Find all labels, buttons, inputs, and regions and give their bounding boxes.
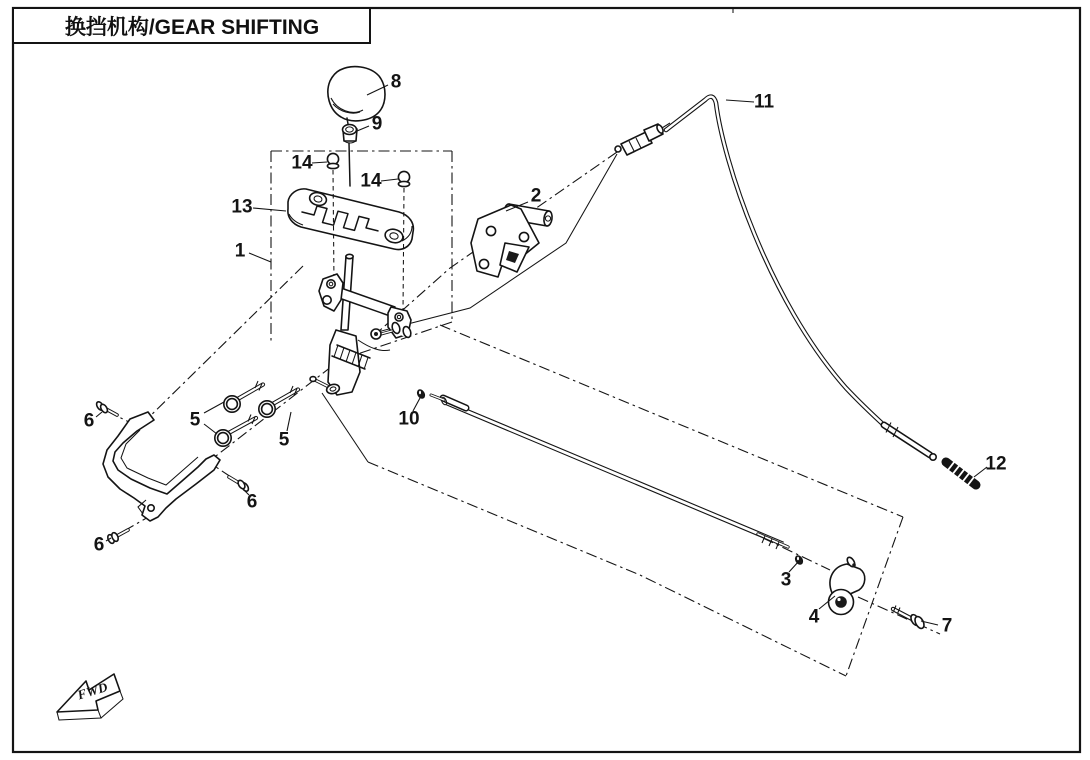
callout-leader-5 bbox=[204, 402, 224, 413]
small-flange-bolt bbox=[95, 401, 117, 415]
cable-sheath-end bbox=[884, 423, 936, 461]
page-frame bbox=[13, 8, 1080, 752]
shift-lever-base bbox=[310, 274, 412, 395]
flange-bolt bbox=[224, 381, 263, 412]
cable-outer bbox=[666, 97, 886, 427]
callout-5: 5 bbox=[189, 409, 201, 431]
callout-leader-14 bbox=[381, 179, 398, 181]
callout-13: 13 bbox=[231, 196, 253, 218]
cable-bracket bbox=[471, 204, 553, 277]
small-flange-bolt bbox=[107, 530, 128, 544]
fwd-label: FWD bbox=[75, 678, 110, 703]
lever-shaft-upper bbox=[349, 143, 350, 186]
callout-10: 10 bbox=[398, 408, 420, 430]
callout-leader-13 bbox=[253, 208, 286, 211]
cable-end-fitting bbox=[615, 123, 670, 155]
callout-2: 2 bbox=[530, 185, 542, 207]
callout-6: 6 bbox=[83, 410, 95, 432]
rod-locknut-3 bbox=[794, 554, 804, 565]
callout-leader-11 bbox=[726, 100, 754, 102]
callout-5: 5 bbox=[278, 429, 290, 451]
callout-9: 9 bbox=[371, 113, 383, 135]
rod-locknut-10 bbox=[416, 388, 426, 399]
fwd-direction-marker bbox=[57, 674, 123, 720]
callout-11: 11 bbox=[753, 91, 775, 113]
page-title: 换挡机构/GEAR SHIFTING bbox=[64, 16, 320, 39]
shift-cable-assembly bbox=[615, 97, 976, 486]
callout-leader-9 bbox=[357, 126, 369, 131]
callout-6: 6 bbox=[246, 491, 258, 513]
rod-end-clevis bbox=[830, 564, 865, 594]
callout-leader-6 bbox=[96, 412, 102, 417]
flange-bolt bbox=[215, 415, 256, 447]
small-flange-bolt bbox=[229, 477, 250, 492]
callout-1: 1 bbox=[234, 240, 246, 262]
callout-4: 4 bbox=[808, 606, 820, 628]
rod-end-assembly bbox=[829, 556, 926, 630]
callout-14: 14 bbox=[360, 170, 382, 192]
callout-leader-1 bbox=[249, 253, 271, 262]
mounting-bracket bbox=[103, 409, 220, 521]
pivot-bolt-7 bbox=[893, 606, 926, 630]
callout-7: 7 bbox=[941, 615, 953, 637]
tie-rod-assembly bbox=[416, 388, 804, 565]
callout-12: 12 bbox=[985, 453, 1007, 475]
callout-8: 8 bbox=[390, 71, 402, 93]
knob-locknut bbox=[343, 125, 358, 144]
callout-leader-5 bbox=[287, 412, 291, 431]
callout-14: 14 bbox=[291, 152, 313, 174]
mounting-bracket-assembly bbox=[95, 401, 250, 545]
flange-bolt bbox=[259, 386, 298, 417]
callout-6: 6 bbox=[93, 534, 105, 556]
callout-layer bbox=[84, 72, 1007, 637]
callout-leader-14 bbox=[312, 162, 327, 163]
adjuster-spring-12 bbox=[946, 462, 976, 486]
callout-3: 3 bbox=[780, 569, 792, 591]
callout-leader-5 bbox=[204, 424, 217, 434]
